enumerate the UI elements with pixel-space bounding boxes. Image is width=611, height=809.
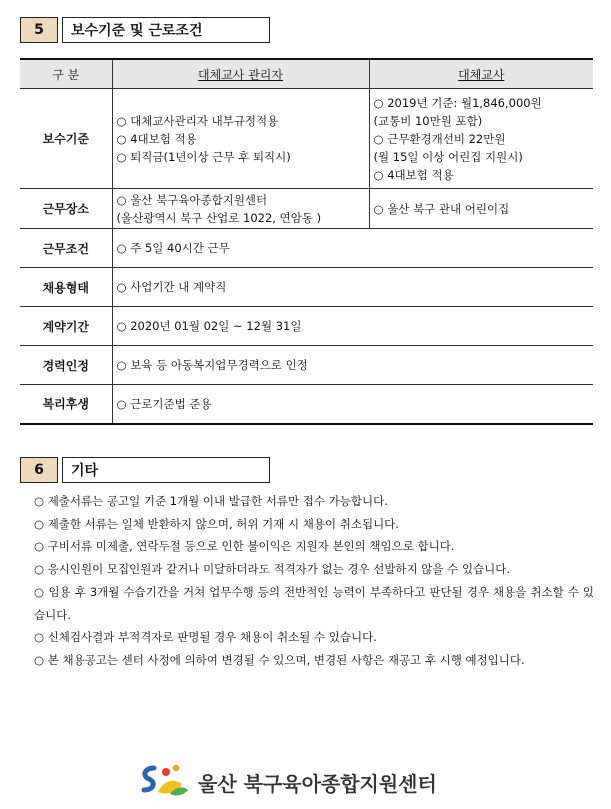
footer — [140, 762, 437, 802]
row-label: 계약기간 — [20, 307, 112, 346]
center-logo-icon — [140, 762, 192, 802]
header-teacher: 대체교사 — [369, 59, 593, 89]
teacher-cell: ○ 울산 북구 관내 어린이집 — [369, 189, 593, 229]
merged-cell: ○ 2020년 01월 02일 ~ 12월 31일 — [112, 307, 593, 346]
section-title: 보수기준 및 근로조건 — [62, 17, 270, 43]
notes-list — [34, 490, 594, 672]
merged-cell: ○ 근로기준법 준용 — [112, 385, 593, 424]
manager-cell: ○ 울산 북구육아종합지원센터 (울산광역시 북구 산업로 1022, 연암동 ) — [112, 189, 369, 229]
list-item: ○ 신체검사결과 부적격자로 판명될 경우 채용이 취소될 수 있습니다. — [34, 630, 377, 645]
table-row — [20, 385, 593, 424]
list-item: ○ 구비서류 미제출, 연락두절 등으로 인한 불이익은 지원자 본인의 책임으로 합니다. — [34, 539, 455, 554]
row-label: 근무조건 — [20, 229, 112, 268]
section-number: 6 — [20, 457, 58, 483]
table-row — [20, 89, 593, 189]
table-row — [20, 346, 593, 385]
org-name: 울산 북구육아종합지원센터 — [198, 771, 437, 796]
list-item: ○ 본 채용공고는 센터 사정에 의하여 변경될 수 있으며, 변경된 사항은 재공고 후 시행 예정입니다. — [34, 652, 525, 667]
row-label: 복리후생 — [20, 385, 112, 424]
merged-cell: ○ 사업기간 내 계약직 — [112, 268, 593, 307]
list-item: ○ 응시인원이 모집인원과 같거나 미달하더라도 적격자가 없는 경우 선발하지 않을 수 있습니다. — [34, 562, 511, 577]
merged-cell: ○ 주 5일 40시간 근무 — [112, 229, 593, 268]
row-label: 경력인정 — [20, 346, 112, 385]
section-number: 5 — [20, 17, 58, 43]
list-item: ○ 임용 후 3개월 수습기간을 거쳐 업무수행 등의 전반적인 능력이 부족하다고 판단될 경우 채용을 취소할 수 있습니다. — [34, 584, 594, 622]
table-row — [20, 268, 593, 307]
list-item: ○ 제출서류는 공고일 기준 1개월 이내 발급한 서류만 접수 가능합니다. — [34, 494, 388, 508]
teacher-cell: ○ 2019년 기준: 월1,846,000원 (교통비 10만원 포함) ○ 근무환경개선비 22만원 (월 15일 이상 어린집 지원시) ○ 4대보험 적용 — [369, 89, 593, 189]
table-row — [20, 189, 593, 229]
header-category: 구 분 — [20, 59, 112, 89]
section-6-header — [20, 457, 270, 483]
row-label: 채용형태 — [20, 268, 112, 307]
row-label: 근무장소 — [20, 189, 112, 229]
row-label: 보수기준 — [20, 89, 112, 189]
header-manager: 대체교사 관리자 — [112, 59, 369, 89]
table-header-row — [20, 59, 593, 89]
manager-cell: ○ 대체교사관리자 내부규정적용 ○ 4대보험 적용 ○ 퇴직금(1년이상 근무 후 퇴직시) — [112, 89, 369, 189]
conditions-table — [20, 58, 593, 425]
section-title: 기타 — [62, 457, 270, 483]
table-row — [20, 307, 593, 346]
list-item: ○ 제출한 서류는 일체 반환하지 않으며, 허위 기재 시 채용이 취소됩니다. — [34, 516, 399, 531]
merged-cell: ○ 보육 등 아동복지업무경력으로 인정 — [112, 346, 593, 385]
section-5-header — [20, 17, 270, 43]
table-row — [20, 229, 593, 268]
